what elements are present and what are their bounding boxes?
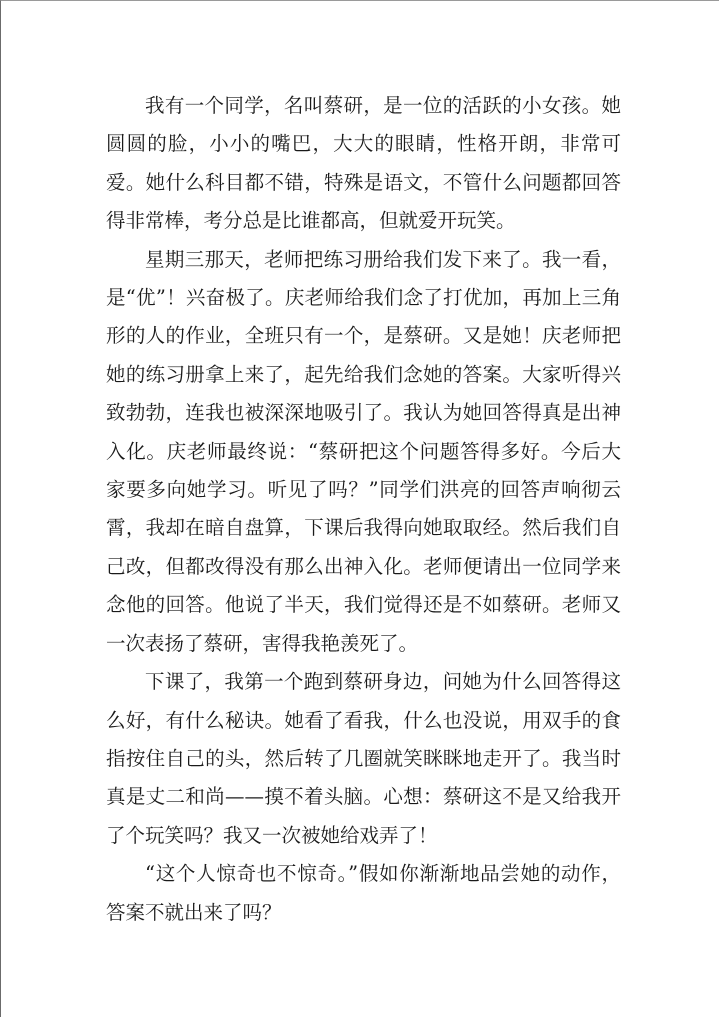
paragraph-4: “这个人惊奇也不惊奇。”假如你渐渐地品尝她的动作，答案不就出来了吗？	[106, 862, 621, 924]
paragraph-3: 下课了，我第一个跑到蔡研身边，问她为什么回答得这么好，有什么秘诀。她看了看我，什么也没说，用双手的食指按住自己的头，然后转了几圈就笑眯眯地走开了。我当时真是丈二和尚——摸不着头脑。心想：蔡研这不是又给我开了个玩笑吗？我又一次被她给戏弄了！	[106, 670, 621, 847]
paragraph-1: 我有一个同学，名叫蔡研，是一位的活跃的小女孩。她圆圆的脸，小小的嘴巴，大大的眼睛，性格开朗，非常可爱。她什么科目都不错，特殊是语文，不管什么问题都回答得非常棒，考分总是比谁都高，但就爱开玩笑。	[106, 94, 621, 233]
essay-body	[106, 87, 621, 932]
paragraph-2: 星期三那天，老师把练习册给我们发下来了。我一看，是“优”！兴奋极了。庆老师给我们念了打优加，再加上三角形的人的作业，全班只有一个，是蔡研。又是她！庆老师把她的练习册拿上来了，起先给我们念她的答案。大家听得兴致勃勃，连我也被深深地吸引了。我认为她回答得真是出神入化。庆老师最终说：“蔡研把这个问题答得多好。今后大家要多向她学习。听见了吗？”同学们洪亮的回答声响彻云霄，我却在暗自盘算，下课后我得向她取取经。然后我们自己改，但都改得没有那么出神入化。老师便请出一位同学来念他的回答。他说了半天，我们觉得还是不如蔡研。老师又一次表扬了蔡研，害得我艳羡死了。	[106, 247, 621, 655]
